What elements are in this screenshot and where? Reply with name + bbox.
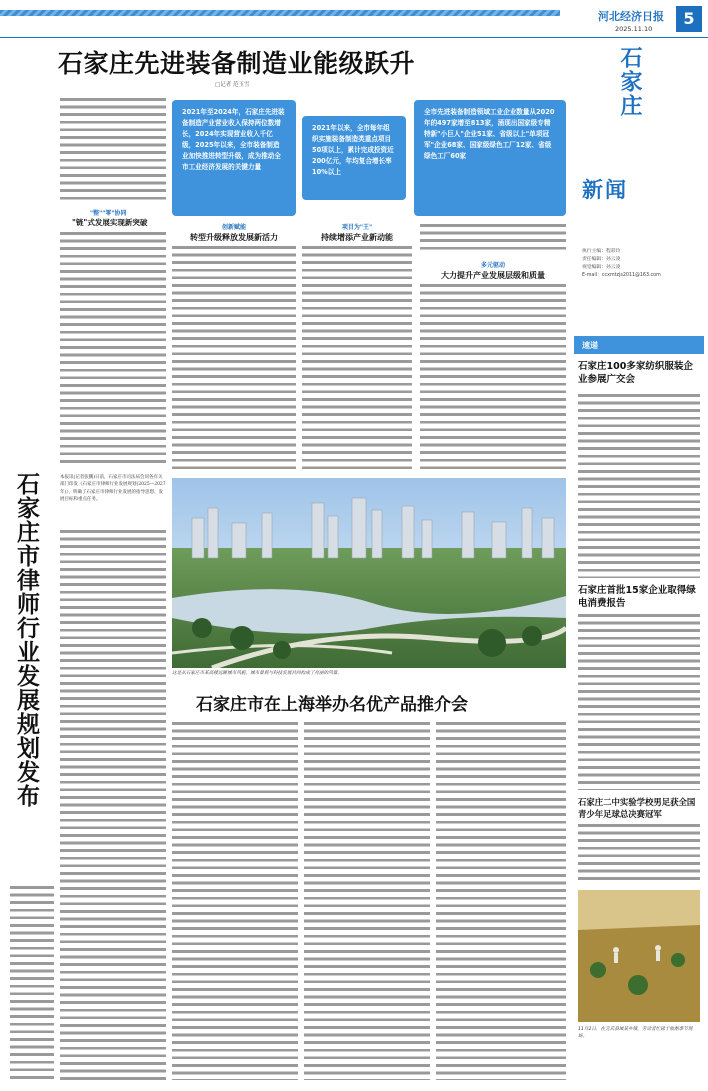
lead-col3-body [302,246,412,474]
lower-left-body-2 [10,886,54,1080]
lead-col2-subhead: 转型升级释放发展新活力 [190,233,278,242]
lower-center-col2 [304,722,430,1080]
lower-center-headline: 石家庄市在上海举办名优产品推介会 [196,695,468,715]
masthead-paper-name: 河北经济日报 [598,10,664,23]
lead-col4-tag: 多元驱动 [480,262,505,269]
info-box-1: 2021年至2024年，石家庄先进装备制造产业营业收入保持两位数增长，2024年实现营业收入千亿级，2025年以来，全市装备制造业加快推进转型升级，成为推动全市工业经济发展的关键力量 [172,100,296,216]
lead-col3-subhead: 持续增添产业新动能 [321,233,393,242]
brief2-body [578,614,700,790]
lower-left-body [60,530,166,1080]
sidebar-editor-line-4: E-mail：ccxmtzjs2011@163.com [582,273,661,278]
sidebar-photo-image [578,890,700,1022]
sidebar-photo [578,890,700,1022]
sidebar-photo-caption: 11月2日，在元氏县域某乡镇，劳动者忙碌于收割季节现场。 [578,1027,693,1039]
sidebar-section-sub: 新闻 [582,178,628,202]
city-photo-caption: 这是从石家庄市某高楼远眺城市风貌，城市景观与科技发展共同构成了亮丽的风景。 [172,671,342,676]
masthead-stripe [0,10,560,16]
lead-col4-body-top [420,224,566,254]
sidebar-editor-line-2: 责任编辑：孙云凌 [582,257,621,262]
lead-col2-body [172,246,296,474]
quick-news-label: 速递 [582,341,598,350]
masthead [0,0,708,38]
lead-col1-subhead: "链"式发展实现新突破 [72,218,148,227]
lower-left-intro: 本报讯(记者张鹏)日前，石家庄市司法局会同各有关部门印发《石家庄市律师行业发展规划(2025—2027年)》，明确了石家庄市律师行业发展的指导思想、发展目标和重点任务。 [60,475,166,503]
lead-byline: □记者 范玉雪 [215,82,250,88]
lower-left-headline-text: 石家庄市律师行业发展规划发布 [13,472,39,808]
sidebar-section-title [614,46,654,118]
lead-col1-subhead-tag: "整""零"协同 [90,210,127,217]
info-box-3: 全市先进装备制造领域工业企业数量从2020年的497家增至813家，涌现出国家级专精特新"小巨人"企业51家、省级以上"单项冠军"企业68家、国家级绿色工厂12家、省级绿色工厂60家 [414,100,566,216]
quick-news-bar [574,336,704,354]
brief1-body [578,394,700,578]
lower-center-col3 [436,722,566,1080]
lead-col2-tag: 创新赋能 [221,224,246,231]
page-number: 5 [676,6,702,32]
sidebar [574,40,704,1085]
info-box-2: 2021年以来，全市每年组织实施装备制造类重点项目50项以上，累计完成投资近200亿元，年均复合增长率10%以上 [302,116,406,200]
lower-left-headline [10,472,50,882]
lead-col1-body [60,98,166,204]
lead-col4-body [420,284,566,474]
brief3-body [578,824,700,884]
sidebar-editor-line-3: 视觉编辑：孙云凌 [582,265,621,270]
city-photo-image [172,478,566,668]
brief1-title: 石家庄100多家纺织服装企业参展广交会 [578,361,693,385]
sidebar-editor-line-1: 执行主编：程彩玲 [582,249,621,254]
lower-center-col1 [172,722,298,1080]
lead-headline: 石家庄先进装备制造业能级跃升 [58,49,416,78]
lead-col1-body-2 [60,232,166,464]
lead-col4-subhead: 大力提升产业发展层级和质量 [441,271,545,280]
sidebar-editor-box [582,248,692,280]
brief3-title: 石家庄二中实验学校男足获全国青少年足球总决赛冠军 [578,797,696,819]
masthead-date: 2025.11.10 [615,25,653,33]
brief2-title: 石家庄首批15家企业取得绿电消费报告 [578,585,696,609]
lead-col3-tag: 项目为"王" [341,224,373,231]
sidebar-section-title-text: 石家庄 [617,46,642,118]
city-photo [172,478,566,668]
